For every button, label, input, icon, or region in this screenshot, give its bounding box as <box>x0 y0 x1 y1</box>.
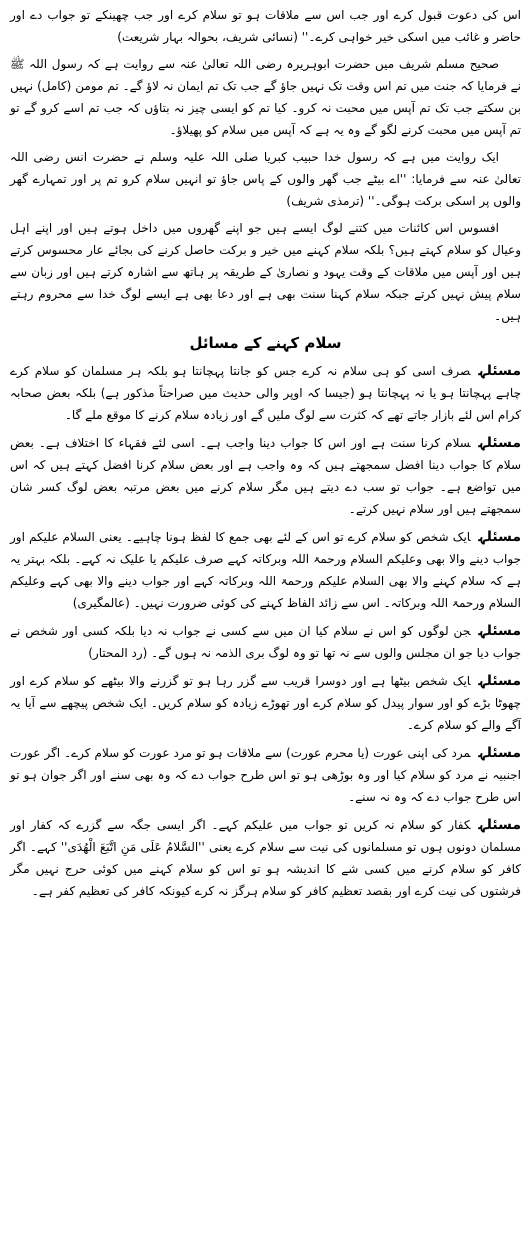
masala-text: مرد کی اپنی عورت (یا محرم عورت) سے ملاقات ہو تو مرد عورت کو سلام کرے۔ اگر عورت اجنبیہ نے مرد کو سلام کیا اور وہ بوڑھی ہو تو اس طرح جواب دے کہ وہ بھی سنے اور اگر جوان ہو تو اس طرح جواب دے کہ وہ نہ سنے۔ <box>10 746 521 804</box>
intro-paragraph-1: اس کی دعوت قبول کرے اور جب اس سے ملاقات ہو تو سلام کرے اور جب چھینکے تو جواب دے اور حاضر و غائب میں اسکی خیر خواہی کرے۔'' (نسائی شریف، بحوالہ بہار شریعت) <box>10 8 521 44</box>
masala-label: مسئلہ <box>478 817 521 833</box>
masala-text: ایک شخص بیٹھا ہے اور دوسرا قریب سے گزر رہا ہو تو گزرنے والا بیٹھے کو سلام کرے اور چھوٹا بڑے کو اور سوار پیدل کو سلام کرے اور تھوڑے زیادہ کو سلام کریں۔ ایک شخص پیچھے سے آیا یہ آگے والے کو سلام کرے۔ <box>10 674 521 732</box>
masala-text: ایک شخص کو سلام کرے تو اس کے لئے بھی جمع کا لفظ ہونا چاہیے۔ یعنی السلام علیکم اور جواب دینے والا بھی وعلیکم السلام ورحمۃ اللہ وبرکاتہ کہے صرف علیکم یا علیک نہ کہے۔ بلکہ بہتر یہ ہے کہ سلام کہنے والا بھی السلام علیکم ورحمۃ اللہ وبرکاتہ کہے اور جواب دینے والا بھی کہے وعلیکم السلام ورحمۃ اللہ وبرکاتہ۔ اس سے زائد الفاظ کہنے کی کوئی ضرورت نہیں۔ (عالمگیری) <box>10 530 521 610</box>
masala-label: مسئلہ <box>478 673 521 689</box>
masala-text: سلام کرنا سنت ہے اور اس کا جواب دینا واجب ہے۔ اسی لئے فقہاء کا اختلاف ہے۔ بعض سلام کا جواب دینا افضل سمجھتے ہیں کہ وہ واجب ہے اور بعض سلام کرنا افضل کہتے ہیں کہ اس میں تواضع ہے۔ جواب تو سب دے دیتے ہیں مگر سلام کرنے میں بعض مرتبہ بعض لوگ کسر شان سمجھتے ہیں اور سلام نہیں کرتے۔ <box>10 436 521 516</box>
intro-paragraph-2: صحیح مسلم شریف میں حضرت ابوہریرہ رضی اللہ تعالیٰ عنہ سے روایت ہے کہ رسول اللہ ﷺ نے فرمایا کہ جنت میں تم اس وقت تک نہیں جاؤ گے جب تک تم ایمان نہ لاؤ گے۔ تم مومن (کامل) نہیں بن سکتے جب تک تم آپس میں محبت نہ کرو۔ کیا تم کو ایسی چیز نہ بتاؤں کہ جب تم اسے کرو گے تو تم آپس میں محبت کرنے لگو گے وہ یہ ہے کہ آپس میں سلام کو پھیلاؤ۔ <box>10 57 521 137</box>
masala-text: جن لوگوں کو اس نے سلام کیا ان میں سے کسی نے جواب نہ دیا بلکہ کسی اور شخص نے جواب دیا جو ان مجلس والوں سے نہ تھا تو وہ لوگ بری الذمہ نہ ہوں گے۔ (رد المحتار) <box>10 624 521 660</box>
masala-text: کفار کو سلام نہ کریں تو جواب میں علیکم کہے۔ اگر ایسی جگہ سے گزرے کہ کفار اور مسلمان دونوں ہوں تو مسلمانوں کی نیت سے سلام کرے یعنی ''السَّلامُ عَلَى مَنِ اتَّبَعَ الْهُدَى'' کہے۔ اگر کافر کو سلام کرنے میں کسی شے کا اندیشہ ہو تو اس کو سلام کہنے میں کوئی حرج نہیں مگر فرشتوں کی نیت کرے اور بقصد تعظیم کافر کو سلام ہرگز نہ کرے کیونکہ کافر کی تعظیم کفر ہے۔ <box>10 818 521 898</box>
masala-item-7 <box>10 814 521 902</box>
masala-item-4 <box>10 620 521 664</box>
masail-list <box>10 360 521 902</box>
masala-label: مسئلہ <box>478 435 521 451</box>
masala-item-5 <box>10 670 521 736</box>
masala-item-2 <box>10 432 521 520</box>
masala-item-1 <box>10 360 521 426</box>
masala-text: صرف اسی کو ہی سلام نہ کرے جس کو جانتا پہچانتا ہو بلکہ ہر مسلمان کو سلام کرے چاہے پہچانتا ہو یا نہ پہچانتا ہو (جیسا کہ اوپر والی حدیث میں صراحتاً مذکور ہے) بلکہ بعض صحابہ کرام اس لئے بازار جاتے تھے کہ کثرت سے لوگ ملیں گے اور زیادہ سلام کرنے کا موقع ملے گا۔ <box>10 364 521 422</box>
masala-label: مسئلہ <box>478 623 521 639</box>
masala-item-6 <box>10 742 521 808</box>
masala-label: مسئلہ <box>478 529 521 545</box>
masala-label: مسئلہ <box>478 745 521 761</box>
masala-item-3 <box>10 526 521 614</box>
intro-paragraph-4: افسوس اس کائنات میں کتنے لوگ ایسے ہیں جو اپنے گھروں میں داخل ہوتے ہیں اور اپنے اہل وعیال کو سلام کہتے ہیں؟ بلکہ سلام کہنے میں خیر و برکت حاصل کرنے کی بجائے عار محسوس کرتے ہیں اور آپس میں ملاقات کے وقت یہود و نصاریٰ کے طریقہ پر ہاتھ سے اشارہ کرتے ہیں اور زبان سے سلام پیش نہیں کرتے جبکہ سلام کہنا سنت بھی ہے اور دعا بھی ہے ایسے لوگ خدا سے محروم رہتے ہیں۔ <box>10 221 521 323</box>
intro-paragraph-3: ایک روایت میں ہے کہ رسول خدا حبیب کبریا صلی اللہ علیہ وسلم نے حضرت انس رضی اللہ تعالیٰ عنہ سے فرمایا: ''اے بیٹے جب گھر والوں کے پاس جاؤ تو انہیں سلام کرو تم پر اور تمہارے گھر والوں پر اسکی برکت ہوگی۔'' (ترمذی شریف) <box>10 150 521 208</box>
section-heading: سلام کہنے کے مسائل <box>189 334 342 352</box>
masala-label: مسئلہ <box>478 363 521 379</box>
